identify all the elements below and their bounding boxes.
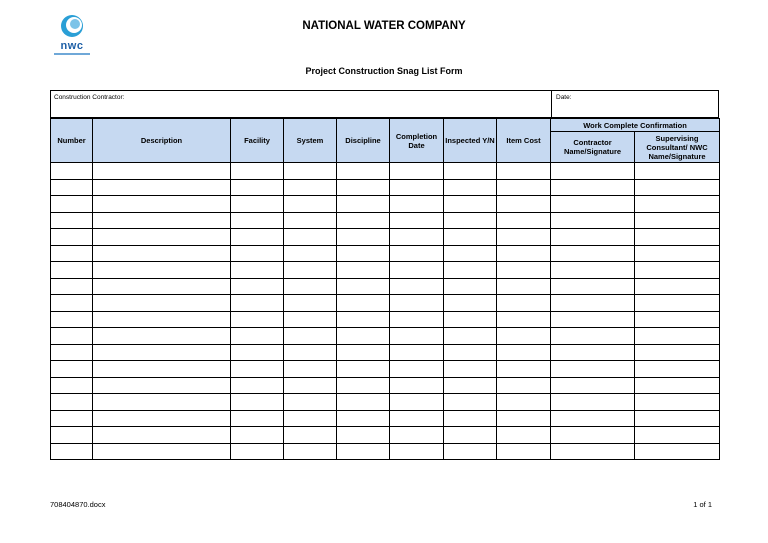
table-cell[interactable]: [51, 295, 93, 312]
table-cell[interactable]: [337, 163, 390, 180]
footer-doc-name: 708404870.docx: [50, 500, 106, 509]
table-cell[interactable]: [497, 163, 551, 180]
table-cell[interactable]: [390, 229, 444, 246]
table-cell[interactable]: [551, 443, 635, 460]
table-cell[interactable]: [497, 394, 551, 411]
table-cell[interactable]: [390, 212, 444, 229]
table-cell[interactable]: [497, 196, 551, 213]
table-cell[interactable]: [337, 427, 390, 444]
table-cell[interactable]: [497, 410, 551, 427]
table-cell[interactable]: [337, 262, 390, 279]
table-row: [51, 311, 720, 328]
table-cell[interactable]: [93, 344, 231, 361]
table-cell[interactable]: [231, 229, 284, 246]
table-cell[interactable]: [231, 328, 284, 345]
table-cell[interactable]: [497, 328, 551, 345]
table-row: [51, 377, 720, 394]
table-cell[interactable]: [51, 163, 93, 180]
contractor-row: [50, 90, 719, 118]
table-cell[interactable]: [444, 427, 497, 444]
table-cell[interactable]: [444, 229, 497, 246]
table-cell[interactable]: [551, 361, 635, 378]
table-cell[interactable]: [497, 295, 551, 312]
table-cell[interactable]: [390, 328, 444, 345]
table-cell[interactable]: [337, 311, 390, 328]
table-cell[interactable]: [337, 212, 390, 229]
table-cell[interactable]: [497, 262, 551, 279]
table-cell[interactable]: [284, 179, 337, 196]
table-cell[interactable]: [551, 377, 635, 394]
table-cell[interactable]: [635, 212, 720, 229]
table-cell[interactable]: [551, 311, 635, 328]
col-description: Description: [93, 119, 231, 163]
table-cell[interactable]: [51, 361, 93, 378]
table-cell[interactable]: [337, 361, 390, 378]
table-cell[interactable]: [284, 328, 337, 345]
logo-text: nwc: [60, 40, 84, 52]
table-cell[interactable]: [337, 443, 390, 460]
table-cell[interactable]: [551, 196, 635, 213]
table-cell[interactable]: [337, 410, 390, 427]
table-cell[interactable]: [93, 410, 231, 427]
col-discipline: Discipline: [337, 119, 390, 163]
table-cell[interactable]: [635, 344, 720, 361]
table-cell[interactable]: [635, 328, 720, 345]
table-cell[interactable]: [444, 212, 497, 229]
table-cell[interactable]: [497, 443, 551, 460]
col-consultant-signature: Supervising Consultant/ NWC Name/Signature: [635, 132, 720, 163]
footer-page-number: 1 of 1: [693, 500, 712, 509]
table-cell[interactable]: [497, 311, 551, 328]
table-cell[interactable]: [284, 427, 337, 444]
table-cell[interactable]: [390, 295, 444, 312]
table-cell[interactable]: [635, 163, 720, 180]
table-cell[interactable]: [390, 311, 444, 328]
table-cell[interactable]: [51, 262, 93, 279]
table-cell[interactable]: [93, 229, 231, 246]
table-cell[interactable]: [497, 212, 551, 229]
table-cell[interactable]: [390, 443, 444, 460]
table-row: [51, 163, 720, 180]
col-item-cost: Item Cost: [497, 119, 551, 163]
table-cell[interactable]: [390, 394, 444, 411]
logo-underline: [54, 53, 90, 55]
table-cell[interactable]: [635, 295, 720, 312]
table-cell[interactable]: [93, 311, 231, 328]
table-cell[interactable]: [551, 328, 635, 345]
table-cell[interactable]: [551, 427, 635, 444]
table-cell[interactable]: [93, 295, 231, 312]
table-cell[interactable]: [93, 361, 231, 378]
table-cell[interactable]: [284, 344, 337, 361]
table-cell[interactable]: [284, 196, 337, 213]
table-cell[interactable]: [337, 377, 390, 394]
table-cell[interactable]: [390, 179, 444, 196]
table-cell[interactable]: [551, 344, 635, 361]
table-cell[interactable]: [93, 196, 231, 213]
table-cell[interactable]: [444, 262, 497, 279]
table-cell[interactable]: [93, 245, 231, 262]
table-cell[interactable]: [497, 179, 551, 196]
table-cell[interactable]: [551, 163, 635, 180]
snag-list-table: [50, 118, 720, 460]
table-cell[interactable]: [444, 179, 497, 196]
table-cell[interactable]: [337, 245, 390, 262]
table-cell[interactable]: [337, 196, 390, 213]
table-cell[interactable]: [51, 311, 93, 328]
table-cell[interactable]: [444, 410, 497, 427]
table-cell[interactable]: [51, 443, 93, 460]
table-row: [51, 344, 720, 361]
table-cell[interactable]: [284, 212, 337, 229]
col-facility: Facility: [231, 119, 284, 163]
table-cell[interactable]: [284, 361, 337, 378]
table-cell[interactable]: [497, 344, 551, 361]
table-cell[interactable]: [284, 311, 337, 328]
table-body: [51, 163, 720, 460]
table-cell[interactable]: [284, 410, 337, 427]
table-cell[interactable]: [444, 163, 497, 180]
table-cell[interactable]: [497, 427, 551, 444]
table-cell[interactable]: [93, 163, 231, 180]
table-cell[interactable]: [231, 196, 284, 213]
table-cell[interactable]: [390, 410, 444, 427]
table-cell[interactable]: [284, 262, 337, 279]
table-cell[interactable]: [635, 245, 720, 262]
table-cell[interactable]: [231, 427, 284, 444]
table-cell[interactable]: [390, 196, 444, 213]
table-cell[interactable]: [93, 262, 231, 279]
table-cell[interactable]: [444, 344, 497, 361]
table-cell[interactable]: [284, 394, 337, 411]
table-cell[interactable]: [231, 410, 284, 427]
table-cell[interactable]: [284, 278, 337, 295]
table-row: [51, 328, 720, 345]
table-row: [51, 179, 720, 196]
col-completion-date: Completion Date: [390, 119, 444, 163]
table-cell[interactable]: [635, 361, 720, 378]
col-contractor-signature: Contractor Name/Signature: [551, 132, 635, 163]
table-cell[interactable]: [551, 410, 635, 427]
table-cell[interactable]: [444, 394, 497, 411]
table-cell[interactable]: [390, 377, 444, 394]
table-cell[interactable]: [337, 229, 390, 246]
table-cell[interactable]: [231, 278, 284, 295]
table-cell[interactable]: [51, 427, 93, 444]
table-cell[interactable]: [231, 179, 284, 196]
table-cell[interactable]: [93, 443, 231, 460]
table-cell[interactable]: [231, 377, 284, 394]
table-cell[interactable]: [551, 179, 635, 196]
table-cell[interactable]: [231, 245, 284, 262]
table-cell[interactable]: [231, 262, 284, 279]
table-cell[interactable]: [51, 212, 93, 229]
table-cell[interactable]: [337, 328, 390, 345]
table-cell[interactable]: [337, 295, 390, 312]
table-cell[interactable]: [497, 245, 551, 262]
table-cell[interactable]: [390, 344, 444, 361]
table-cell[interactable]: [51, 179, 93, 196]
table-cell[interactable]: [390, 361, 444, 378]
table-cell[interactable]: [635, 311, 720, 328]
table-cell[interactable]: [337, 278, 390, 295]
table-cell[interactable]: [444, 311, 497, 328]
col-system: System: [284, 119, 337, 163]
table-cell[interactable]: [231, 394, 284, 411]
table-cell[interactable]: [93, 179, 231, 196]
table-cell[interactable]: [231, 212, 284, 229]
table-cell[interactable]: [51, 394, 93, 411]
col-inspected: Inspected Y/N: [444, 119, 497, 163]
table-row: [51, 212, 720, 229]
table-cell[interactable]: [635, 410, 720, 427]
form-title: Project Construction Snag List Form: [305, 66, 463, 76]
table-cell[interactable]: [635, 262, 720, 279]
table-cell[interactable]: [444, 245, 497, 262]
table-cell[interactable]: [51, 344, 93, 361]
table-row: [51, 245, 720, 262]
table-cell[interactable]: [284, 443, 337, 460]
table-row: [51, 196, 720, 213]
company-name: NATIONAL WATER COMPANY: [302, 20, 466, 32]
table-cell[interactable]: [635, 377, 720, 394]
table-cell[interactable]: [93, 427, 231, 444]
table-cell[interactable]: [444, 361, 497, 378]
table-cell[interactable]: [284, 163, 337, 180]
contractor-label: Construction Contractor:: [54, 94, 125, 101]
date-label: Date:: [556, 94, 572, 101]
table-cell[interactable]: [390, 245, 444, 262]
table-cell[interactable]: [551, 229, 635, 246]
table-cell[interactable]: [635, 278, 720, 295]
table-cell[interactable]: [51, 328, 93, 345]
table-cell[interactable]: [231, 361, 284, 378]
table-cell[interactable]: [390, 427, 444, 444]
table-cell[interactable]: [51, 377, 93, 394]
table-cell[interactable]: [390, 278, 444, 295]
table-cell[interactable]: [444, 328, 497, 345]
table-cell[interactable]: [390, 262, 444, 279]
table-cell[interactable]: [497, 229, 551, 246]
table-cell[interactable]: [337, 394, 390, 411]
table-cell[interactable]: [551, 262, 635, 279]
table-row: [51, 278, 720, 295]
table-cell[interactable]: [444, 196, 497, 213]
table-row: [51, 262, 720, 279]
table-cell[interactable]: [551, 394, 635, 411]
col-number: Number: [51, 119, 93, 163]
table-cell[interactable]: [551, 245, 635, 262]
table-cell[interactable]: [337, 179, 390, 196]
table-cell[interactable]: [93, 278, 231, 295]
table-cell[interactable]: [93, 377, 231, 394]
table-cell[interactable]: [497, 278, 551, 295]
table-row: [51, 295, 720, 312]
table-cell[interactable]: [635, 196, 720, 213]
table-cell[interactable]: [93, 212, 231, 229]
table-cell[interactable]: [51, 196, 93, 213]
table-cell[interactable]: [51, 278, 93, 295]
table-cell[interactable]: [337, 344, 390, 361]
table-cell[interactable]: [497, 361, 551, 378]
table-cell[interactable]: [551, 278, 635, 295]
table-cell[interactable]: [444, 443, 497, 460]
table-cell[interactable]: [444, 377, 497, 394]
table-row: [51, 394, 720, 411]
date-cell[interactable]: [551, 91, 720, 117]
table-cell[interactable]: [51, 410, 93, 427]
table-cell[interactable]: [51, 245, 93, 262]
table-cell[interactable]: [231, 295, 284, 312]
table-cell[interactable]: [635, 179, 720, 196]
table-cell[interactable]: [284, 245, 337, 262]
col-group-work-complete: Work Complete Confirmation: [551, 119, 720, 132]
table-cell[interactable]: [444, 278, 497, 295]
table-cell[interactable]: [444, 295, 497, 312]
table-cell[interactable]: [551, 295, 635, 312]
table-cell[interactable]: [284, 229, 337, 246]
table-cell[interactable]: [497, 377, 551, 394]
table-row: [51, 427, 720, 444]
table-cell[interactable]: [635, 229, 720, 246]
table-cell[interactable]: [635, 394, 720, 411]
table-cell[interactable]: [284, 377, 337, 394]
table-cell[interactable]: [231, 163, 284, 180]
table-cell[interactable]: [635, 427, 720, 444]
table-row: [51, 229, 720, 246]
table-cell[interactable]: [51, 229, 93, 246]
table-cell[interactable]: [93, 394, 231, 411]
table-cell[interactable]: [284, 295, 337, 312]
table-cell[interactable]: [231, 443, 284, 460]
table-cell[interactable]: [551, 212, 635, 229]
table-row: [51, 361, 720, 378]
table-cell[interactable]: [635, 443, 720, 460]
table-cell[interactable]: [231, 344, 284, 361]
table-cell[interactable]: [231, 311, 284, 328]
table-cell[interactable]: [93, 328, 231, 345]
table-row: [51, 410, 720, 427]
table-cell[interactable]: [390, 163, 444, 180]
table-row: [51, 443, 720, 460]
